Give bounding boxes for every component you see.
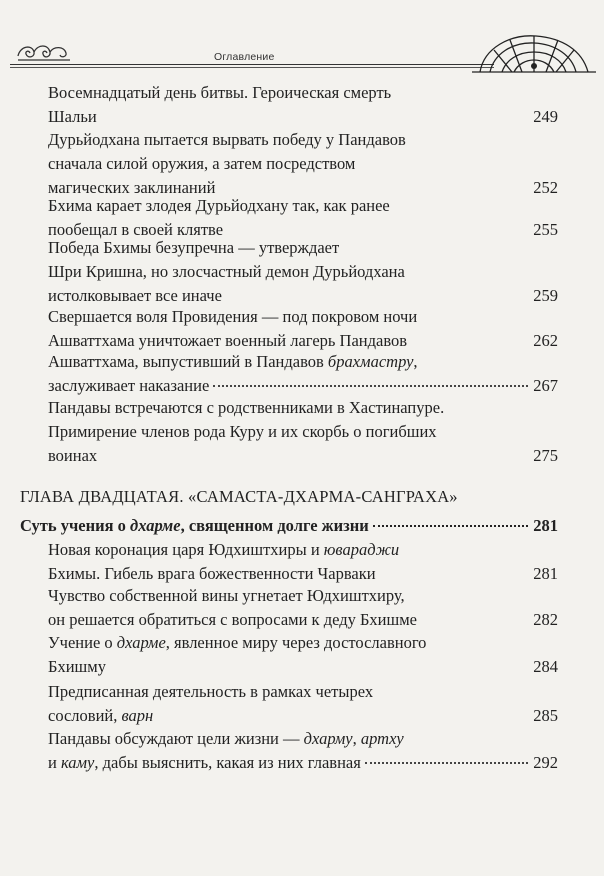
toc-entry-line: Бхима карает злодея Дурьйодхану так, как ранее [48, 196, 390, 215]
toc-page-number: 285 [533, 706, 558, 725]
toc-entry-line: Ашваттхама, выпустивший в Пандавов брахмастру, [48, 352, 418, 371]
toc-entry-line: Свершается воля Провидения — под покровом ночи [48, 307, 418, 326]
toc-entry-line: пообещал в своей клятве [48, 220, 224, 239]
running-head: Оглавление [214, 51, 275, 63]
toc-page-number: 292 [533, 753, 558, 772]
header-rule [10, 64, 494, 65]
page-header [0, 30, 604, 80]
toc-entry [48, 680, 558, 728]
toc-page-number: 282 [533, 610, 558, 629]
toc-entry-line: Ашваттхама уничтожает военный лагерь Пандавов [48, 331, 408, 350]
toc-entry [48, 631, 558, 679]
toc-entry-line: Чувство собственной вины угнетает Юдхиштхиру, [48, 586, 405, 605]
toc-page-number: 284 [533, 657, 558, 676]
toc-entry-line: Предписанная деятельность в рамках четырех [48, 682, 374, 701]
dot-leader [373, 525, 528, 527]
toc-entry [48, 584, 558, 632]
toc-entry-line: он решается обратиться с вопросами к деду Бхишме [48, 610, 417, 629]
toc-entry-line: воинах [48, 446, 98, 465]
toc-page-number: 259 [533, 286, 558, 305]
header-rule-thin [10, 67, 494, 68]
header-ornament-left [14, 38, 74, 66]
toc-page-number: 255 [533, 220, 558, 239]
toc-entry-line: истолковывает все иначе [48, 286, 222, 305]
toc-entry-line: Дурьйодхана пытается вырвать победу у Пандавов [48, 130, 406, 149]
toc-entry-line: Примирение членов рода Куру и их скорбь о погибших [48, 422, 437, 441]
toc-entry-line: заслуживает наказание [48, 376, 210, 395]
toc-entry [48, 538, 558, 586]
dot-leader [365, 762, 528, 764]
toc-entry-line: и каму, дабы выяснить, какая из них главная [48, 753, 361, 772]
toc-page-number: 281 [533, 516, 558, 535]
toc-page-number: 249 [533, 107, 558, 126]
toc-page-number: 281 [533, 564, 558, 583]
toc-entry-line: сначала силой оружия, а затем посредством [48, 154, 356, 173]
toc-entry [48, 236, 558, 308]
toc-entry-line: Учение о дхарме, явленное миру через достославного [48, 633, 427, 652]
toc-section [20, 514, 558, 538]
toc-page-number: 267 [533, 376, 558, 395]
toc-entry-line: сословий, варн [48, 706, 154, 725]
toc-entry-line: Шальи [48, 107, 97, 126]
toc-entry-line: Пандавы встречаются с родственниками в Хастинапуре. [48, 398, 445, 417]
toc-page-number: 262 [533, 331, 558, 350]
toc-entry-line: Бхишму [48, 657, 106, 676]
toc-entry [48, 727, 558, 775]
dot-leader [213, 385, 528, 387]
toc-entry-line: Победа Бхимы безупречна — утверждает [48, 238, 340, 257]
toc-entry [48, 194, 558, 242]
toc-page-number: 252 [533, 178, 558, 197]
toc-entry-line: Восемнадцатый день битвы. Героическая смерть [48, 83, 392, 102]
toc-entry [48, 350, 558, 398]
toc-entry [48, 128, 558, 200]
toc-entry [48, 396, 558, 468]
toc-section-title: Суть учения о дхарме, священном долге жизни [20, 516, 369, 535]
header-ornament-right [470, 28, 598, 78]
toc-entry-line: Шри Кришна, но злосчастный демон Дурьйодхана [48, 262, 405, 281]
toc-entry [48, 305, 558, 353]
toc-entry-line: Бхимы. Гибель врага божественности Чарваки [48, 564, 376, 583]
toc-entry-line: магических заклинаний [48, 178, 216, 197]
chapter-heading: ГЛАВА ДВАДЦАТАЯ. «САМАСТА-ДХАРМА-САНГРАХА» [20, 487, 458, 506]
toc-entry-line: Новая коронация царя Юдхиштхиры и ювараджи [48, 540, 400, 559]
toc-page-number: 275 [533, 446, 558, 465]
toc-entry [48, 81, 558, 129]
toc-entry-line: Пандавы обсуждают цели жизни — дхарму, артху [48, 729, 404, 748]
